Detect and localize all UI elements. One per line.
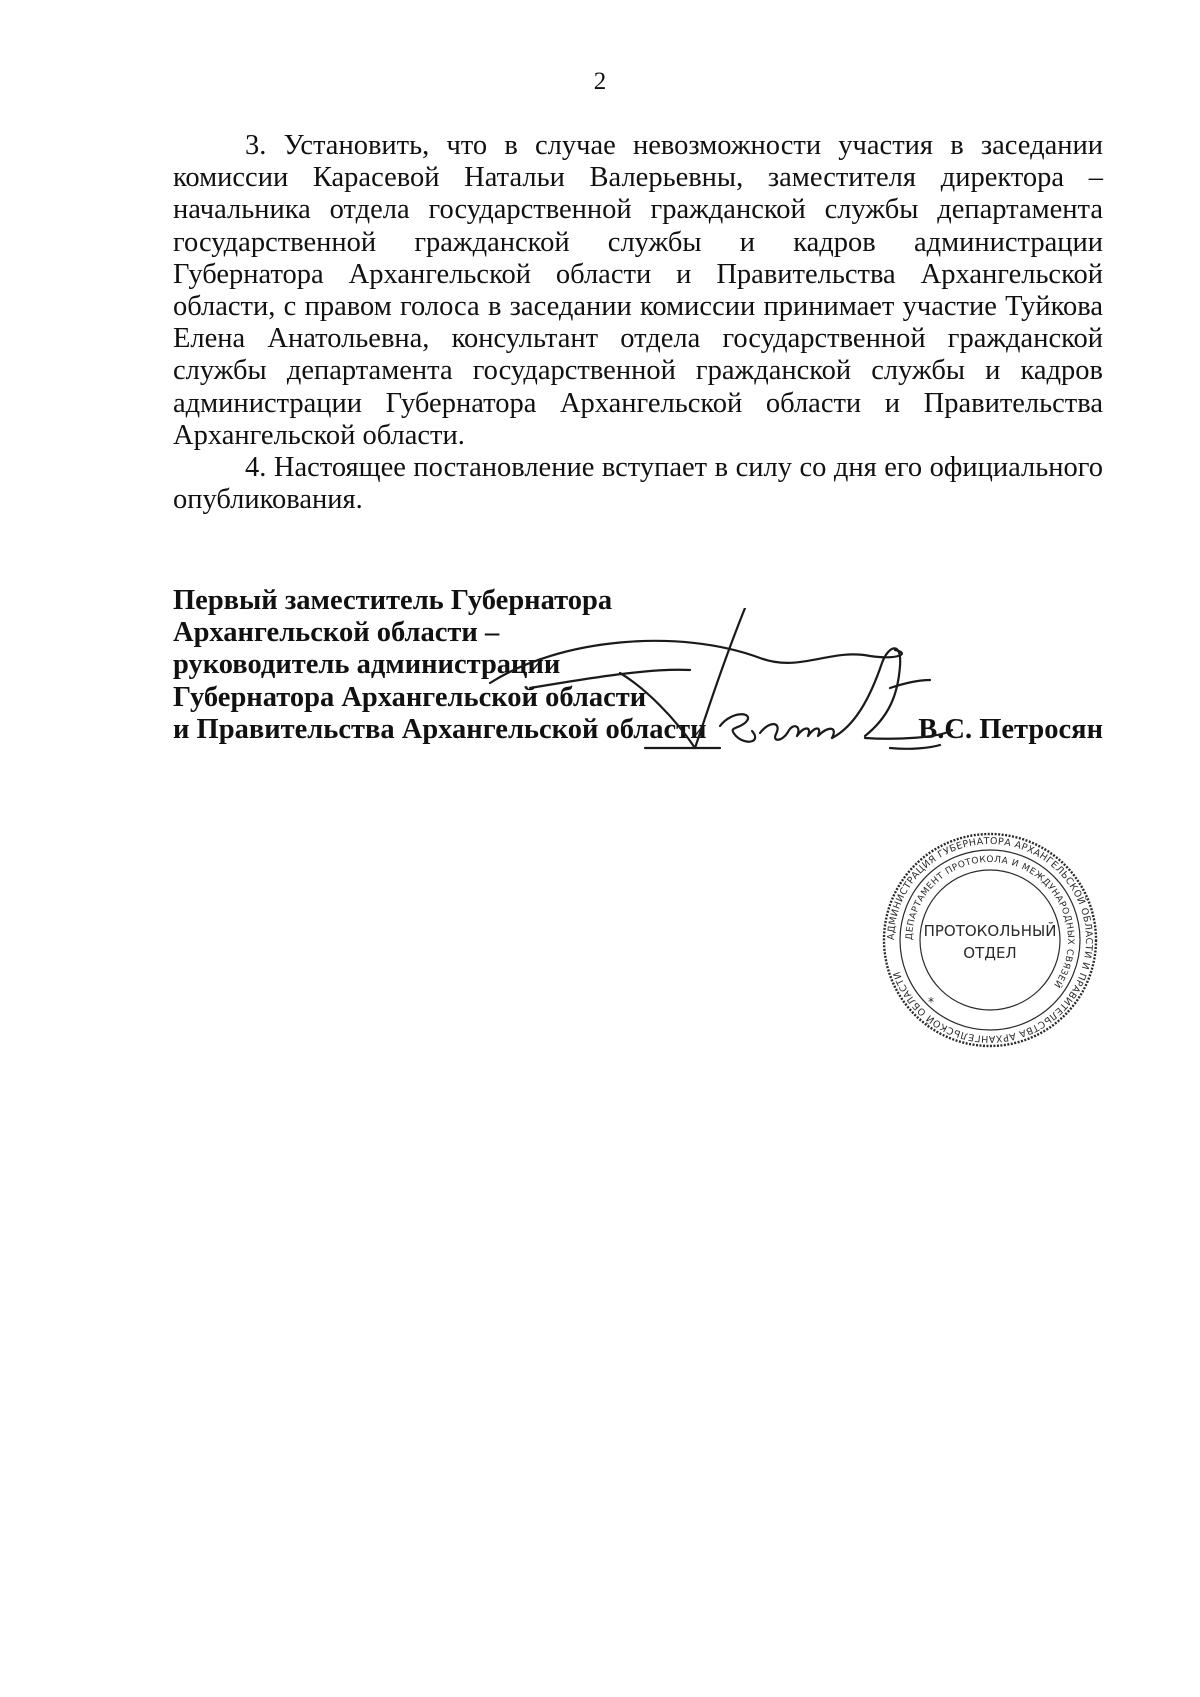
- stamp-center-line-1: ПРОТОКОЛЬНЫЙ: [923, 922, 1057, 940]
- signatory-position-line: руководитель администрации: [173, 649, 561, 681]
- stamp-inner-ring-text: ДЕПАРТАМЕНТ ПРОТОКОЛА И МЕЖДУНАРОДНЫХ СВЯЗЕЙ: [904, 854, 1076, 990]
- stamp-outer-text: АДМИНИСТРАЦИЯ ГУБЕРНАТОРА АРХАНГЕЛЬСКОЙ ОБЛАСТИ И ПРАВИТЕЛЬСТВА АРХАНГЕЛЬСКОЙ ОБЛАСТИ: [885, 835, 1095, 1045]
- paragraph-3: 3. Установить, что в случае невозможности участия в заседании комиссии Карасевой Натальи Валерьевны, заместителя директора – начальника отдела государственной гражданской службы департамента государственной гражданской службы и кадров администрации Губернатора Архангельской области и Правительства Архангельской области, с правом голоса в заседании комиссии принимает участие Туйкова Елена Анатольевна, консультант отдела государственной гражданской службы департамента государственной гражданской службы и кадров администрации Губернатора Архангельской области и Правительства Архангельской области.: [173, 130, 1103, 451]
- signature-block: [173, 585, 1103, 746]
- stamp-star-icon: *: [928, 995, 934, 1009]
- document-body: [173, 130, 1103, 516]
- signatory-name: В.С. Петросян: [918, 713, 1103, 745]
- signatory-position-line: Губернатора Архангельской области: [173, 681, 647, 713]
- signatory-position-line: Первый заместитель Губернатора: [173, 585, 613, 616]
- signatory-position-line: Архангельской области –: [173, 617, 500, 649]
- signatory-position-line: и Правительства Архангельской области: [173, 713, 707, 745]
- page-number: 2: [593, 68, 607, 95]
- paragraph-4: 4. Настоящее постановление вступает в силу со дня его официального опубликования.: [173, 452, 1103, 516]
- official-stamp: [880, 830, 1100, 1050]
- stamp-center-line-2: ОТДЕЛ: [963, 944, 1017, 962]
